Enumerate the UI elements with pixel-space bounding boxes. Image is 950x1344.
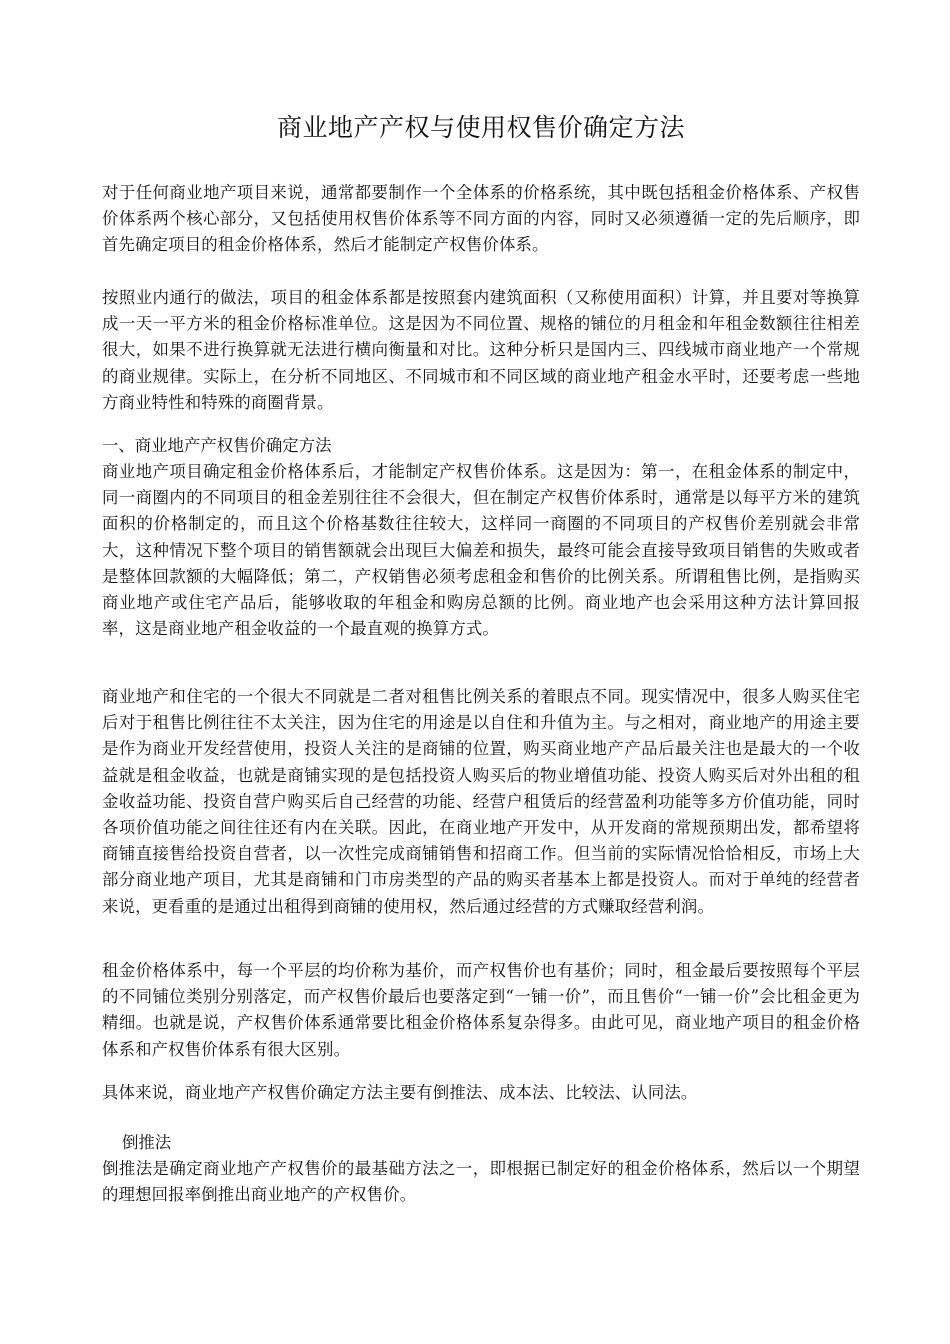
section1-paragraph-1: 商业地产项目确定租金价格体系后，才能制定产权售价体系。这是因为：第一，在租金体系的制定中，同一商圈内的不同项目的租金差别往往不会很大，但在制定产权售价体系时，通常是以每平方米的建筑面积的价格制定的，而且这个价格基数往往较大，这样同一商圈的不同项目的产权售价差别就会非常大，这种情况下整个项目的销售额就会出现巨大偏差和损失，最终可能会直接导致项目销售的失败或者是整体回款额的大幅降低；第二，产权销售必须考虑租金和售价的比例关系。所谓租售比例，是指购买商业地产或住宅产品后，能够收取的年租金和购房总额的比例。商业地产也会采用这种方法计算回报率，这是商业地产租金收益的一个最直观的换算方式。: [102, 462, 860, 639]
intro-paragraph-2: 按照业内通行的做法，项目的租金体系都是按照套内建筑面积（又称使用面积）计算，并且要对等换算成一天一平方米的租金价格标准单位。这是因为不同位置、规格的铺位的月租金和年租金数额往往相差很大，如果不进行换算就无法进行横向衡量和对比。这种分析只是国内三、四线城市商业地产一个常规的商业规律。实际上，在分析不同地区、不同城市和不同区域的商业地产租金水平时，还要考虑一些地方商业特性和特殊的商圈背景。: [102, 288, 860, 412]
section-heading-property-price: 一、商业地产产权售价确定方法: [102, 436, 332, 455]
document-title: 商业地产产权与使用权售价确定方法: [276, 113, 685, 142]
intro-paragraph-1: 对于任何商业地产项目来说，通常都要制作一个全体系的价格系统，其中既包括租金价格体系、产权售价体系两个核心部分，又包括使用权售价体系等不同方面的内容，同时又必须遵循一定的先后顺序，即首先确定项目的租金价格体系，然后才能制定产权售价体系。: [102, 183, 860, 255]
subsection-paragraph-backward-method: 倒推法是确定商业地产产权售价的最基础方法之一，即根据已制定好的租金价格体系，然后以一个期望的理想回报率倒推出商业地产的产权售价。: [102, 1159, 860, 1205]
subsection-heading-backward-method: 倒推法: [122, 1133, 172, 1152]
section1-paragraph-3: 租金价格体系中，每一个平层的均价称为基价，而产权售价也有基价；同时，租金最后要按照每个平层的不同铺位类别分别落定，而产权售价最后也要落定到“一铺一价”，而且售价“一铺一价”会比租金更为精细。也就是说，产权售价体系通常要比租金价格体系复杂得多。由此可见，商业地产项目的租金价格体系和产权售价体系有很大区别。: [102, 961, 860, 1059]
section1-paragraph-4: 具体来说，商业地产产权售价确定方法主要有倒推法、成本法、比较法、认同法。: [102, 1083, 698, 1102]
section1-paragraph-2: 商业地产和住宅的一个很大不同就是二者对租售比例关系的着眼点不同。现实情况中，很多人购买住宅后对于租售比例往往不太关注，因为住宅的用途是以自住和升值为主。与之相对，商业地产的用途主要是作为商业开发经营使用，投资人关注的是商铺的位置，购买商业地产产品后最关注也是最大的一个收益就是租金收益，也就是商铺实现的是包括投资人购买后的物业增值功能、投资人购买后对外出租的租金收益功能、投资自营户购买后自己经营的功能、经营户租赁后的经营盈利功能等多方价值功能，同时各项价值功能之间往往还有内在关联。因此，在商业地产开发中，从开发商的常规预期出发，都希望将商铺直接售给投资自营者，以一次性完成商铺销售和招商工作。但当前的实际情况恰恰相反，市场上大部分商业地产项目，尤其是商铺和门市房类型的产品的购买者基本上都是投资人。而对于单纯的经营者来说，更看重的是通过出租得到商铺的使用权，然后通过经营的方式赚取经营利润。: [102, 687, 860, 916]
